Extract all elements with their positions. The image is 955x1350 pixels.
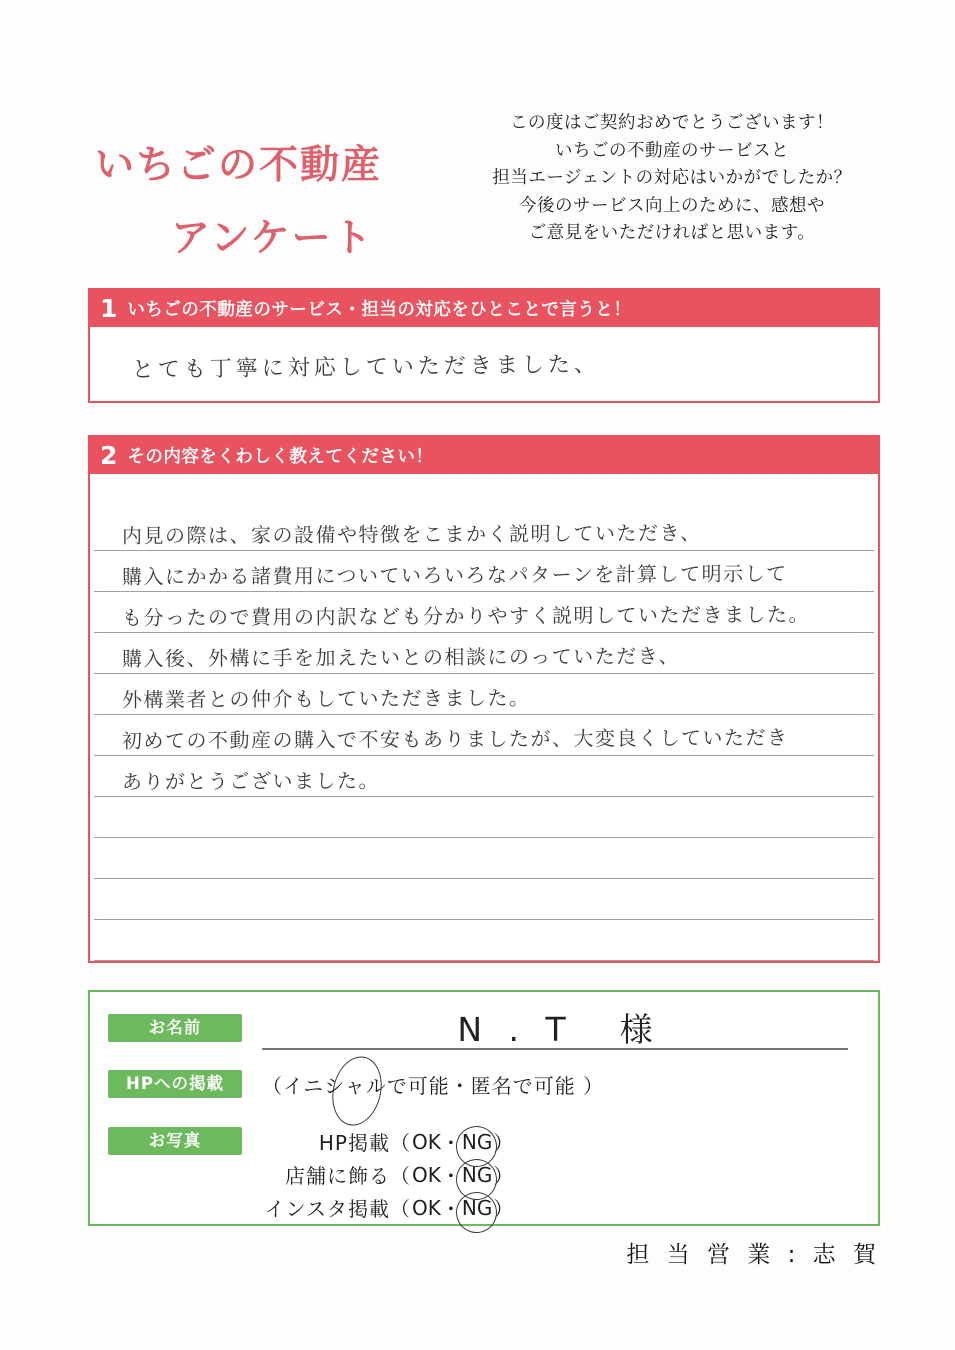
- photo-options: [240, 1125, 515, 1224]
- question-1-header: [90, 290, 878, 327]
- hp-publish-options: （イニシャルで可能・匿名で可能 ）: [262, 1074, 605, 1098]
- ruled-line: [94, 633, 874, 674]
- question-2-answer-area: [90, 474, 878, 961]
- paren-open: （: [390, 1164, 412, 1188]
- ng-option-circled: NG: [461, 1162, 493, 1187]
- handwritten-name-initials: N . T: [457, 1010, 574, 1049]
- photo-option-label: HP掲載: [318, 1131, 390, 1155]
- name-label: お名前: [108, 1014, 242, 1042]
- ruled-line: [94, 879, 874, 920]
- empty-answer-line: [94, 877, 122, 878]
- ruled-line: [94, 592, 874, 633]
- handwritten-answer-1: とても丁寧に対応していただきました、: [131, 352, 600, 384]
- paren-open: （: [390, 1131, 412, 1155]
- ok-option: OK: [412, 1129, 441, 1154]
- intro-text: [448, 110, 896, 248]
- empty-answer-line: [94, 918, 122, 919]
- intro-line: 今後のサービス向上のために、感想や: [519, 195, 825, 216]
- ng-option-circled: NG: [461, 1129, 493, 1154]
- handwritten-answer-line: ありがとうございました。: [121, 768, 380, 794]
- survey-word: アンケート: [171, 216, 374, 261]
- ok-option: OK: [412, 1162, 441, 1187]
- handwritten-answer-line: 購入後、外構に手を加えたいとの相談にのっていただき、: [121, 643, 680, 671]
- paren-open: （: [390, 1197, 412, 1221]
- ok-option: OK: [412, 1195, 441, 1220]
- option-separator: ・: [440, 1164, 461, 1188]
- page-title: [95, 134, 382, 263]
- brand-name: いちごの不動産: [95, 143, 383, 188]
- name-field: [262, 1004, 848, 1050]
- photo-option-row: [240, 1191, 515, 1224]
- handwritten-answer-line: も分ったので費用の内訳なども分かりやすく説明していただきました。: [121, 602, 810, 630]
- question-number: 2: [100, 441, 118, 470]
- option-separator: ・: [440, 1197, 461, 1221]
- ruled-line: [94, 551, 874, 592]
- empty-answer-line: [94, 959, 122, 960]
- question-2-section: [88, 435, 880, 963]
- name-honorific: 様: [619, 1010, 653, 1049]
- photo-option-label: 店舗に飾る: [285, 1164, 390, 1188]
- paren-close: ）: [493, 1131, 516, 1155]
- empty-answer-line: [94, 836, 122, 837]
- ruled-line: [94, 510, 874, 551]
- question-heading: その内容をくわしく教えてください！: [127, 447, 434, 467]
- intro-line: いちごの不動産のサービスと: [555, 140, 789, 161]
- intro-line: ご意見をいただければと思います。: [528, 223, 816, 243]
- ruled-line: [94, 674, 874, 715]
- question-1-answer-area: [90, 327, 878, 403]
- intro-line: 担当エージェントの対応はいかがでしたか？: [492, 168, 852, 188]
- photo-option-label: インスタ掲載: [264, 1197, 390, 1221]
- question-number: 1: [100, 294, 118, 323]
- photo-option-row: [240, 1158, 515, 1191]
- ruled-line: [94, 756, 874, 797]
- paren-close: ）: [493, 1164, 516, 1188]
- hp-publish-label: HPへの掲載: [108, 1070, 242, 1098]
- ng-option-circled: NG: [461, 1195, 493, 1220]
- photo-label: お写真: [108, 1127, 242, 1155]
- handwritten-answer-line: 購入にかかる諸費用についていろいろなパターンを計算して明示して: [121, 561, 788, 589]
- ruled-line: [94, 715, 874, 756]
- intro-line: この度はご契約おめでとうございます！: [510, 113, 834, 133]
- ruled-line: [94, 838, 874, 879]
- option-separator: ・: [440, 1131, 461, 1155]
- question-1-section: [88, 288, 880, 403]
- sales-rep-signature: 担 当 営 業 : 志 賀: [626, 1242, 881, 1268]
- question-2-header: [90, 437, 878, 474]
- question-heading: いちごの不動産のサービス・担当の対応をひとことで言うと！: [127, 300, 632, 320]
- ruled-line: [94, 797, 874, 838]
- customer-info-section: [88, 990, 880, 1226]
- photo-option-row: [240, 1125, 515, 1158]
- paren-close: ）: [493, 1197, 516, 1221]
- handwritten-answer-line: 初めての不動産の購入で不安もありましたが、大変良くしていただき: [121, 725, 789, 753]
- handwritten-answer-line: 外構業者との仲介もしていただきました。: [121, 685, 531, 712]
- handwritten-answer-line: 内見の際は、家の設備や特徴をこまかく説明していただき、: [121, 520, 702, 548]
- ruled-line: [94, 920, 874, 961]
